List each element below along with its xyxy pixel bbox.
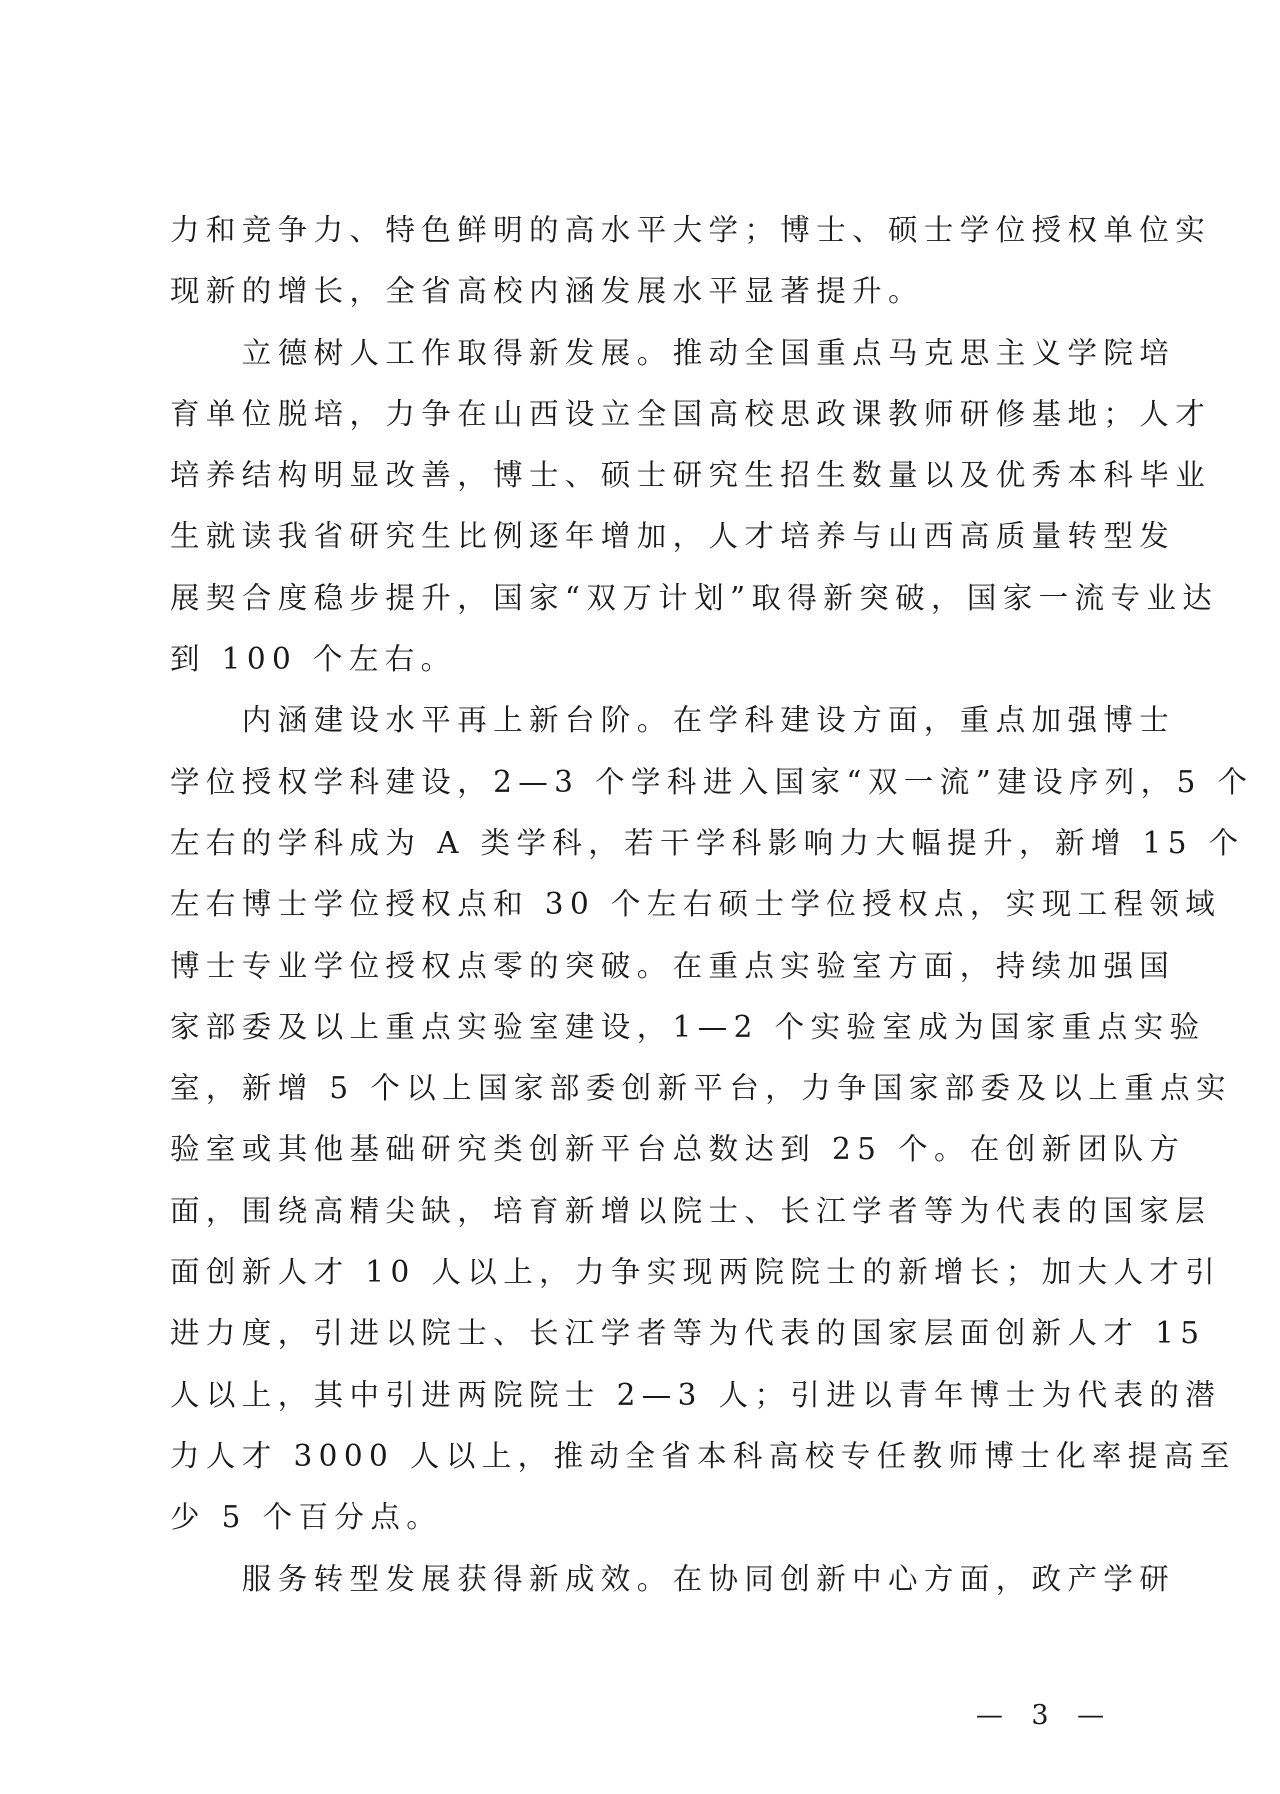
text-line: 力和竞争力、特色鲜明的高水平大学；博士、硕士学位授权单位实: [170, 213, 1212, 247]
page-number: — 3 —: [975, 1700, 1115, 1731]
text-line: 室，新增 5 个以上国家部委创新平台，力争国家部委及以上重点实: [170, 1071, 1232, 1106]
text-line: 育单位脱培，力争在山西设立全国高校思政课教师研修基地；人才: [170, 396, 1212, 431]
text-line: 生就读我省研究生比例逐年增加，人才培养与山西高质量转型发: [170, 519, 1176, 554]
paragraph-start-line: 服务转型发展获得新成效。在协同创新中心方面，政产学研: [170, 1561, 1176, 1596]
text-line: 培养结构明显改善，博士、硕士研究生招生数量以及优秀本科毕业: [170, 458, 1212, 493]
text-line: 展契合度稳步提升，国家“双万计划”取得新突破，国家一流专业达: [170, 580, 1219, 615]
paragraph-start-line: 立德树人工作取得新发展。推动全国重点马克思主义学院培: [170, 335, 1176, 370]
text-line: 学位授权学科建设，2—3 个学科进入国家“双一流”建设序列，5 个: [170, 764, 1254, 799]
text-line: 面，围绕高精尖缺，培育新增以院士、长江学者等为代表的国家层: [170, 1193, 1212, 1228]
body-text: [170, 200, 1254, 1610]
paragraph-start-line: 内涵建设水平再上新台阶。在学科建设方面，重点加强博士: [170, 703, 1176, 738]
text-line: 少 5 个百分点。: [170, 1500, 443, 1535]
text-line: 家部委及以上重点实验室建设，1—2 个实验室成为国家重点实验: [170, 1009, 1206, 1044]
text-line: 力人才 3000 人以上，推动全省本科高校专任教师博士化率提高至: [170, 1438, 1236, 1473]
text-line: 博士专业学位授权点零的突破。在重点实验室方面，持续加强国: [170, 948, 1176, 983]
text-line: 到 100 个左右。: [170, 642, 457, 677]
text-line: 左右的学科成为 A 类学科，若干学科影响力大幅提升，新增 15 个: [170, 825, 1245, 860]
text-line: 验室或其他基础研究类创新平台总数达到 25 个。在创新团队方: [170, 1132, 1186, 1167]
text-line: 现新的增长，全省高校内涵发展水平显著提升。: [170, 274, 924, 309]
text-line: 人以上，其中引进两院院士 2—3 人；引进以青年博士为代表的潜: [170, 1377, 1222, 1412]
text-line: 左右博士学位授权点和 30 个左右硕士学位授权点，实现工程领域: [170, 887, 1222, 922]
text-line: 进力度，引进以院士、长江学者等为代表的国家层面创新人才 15: [170, 1316, 1206, 1351]
text-line: 面创新人才 10 人以上，力争实现两院院士的新增长；加大人才引: [170, 1255, 1222, 1290]
